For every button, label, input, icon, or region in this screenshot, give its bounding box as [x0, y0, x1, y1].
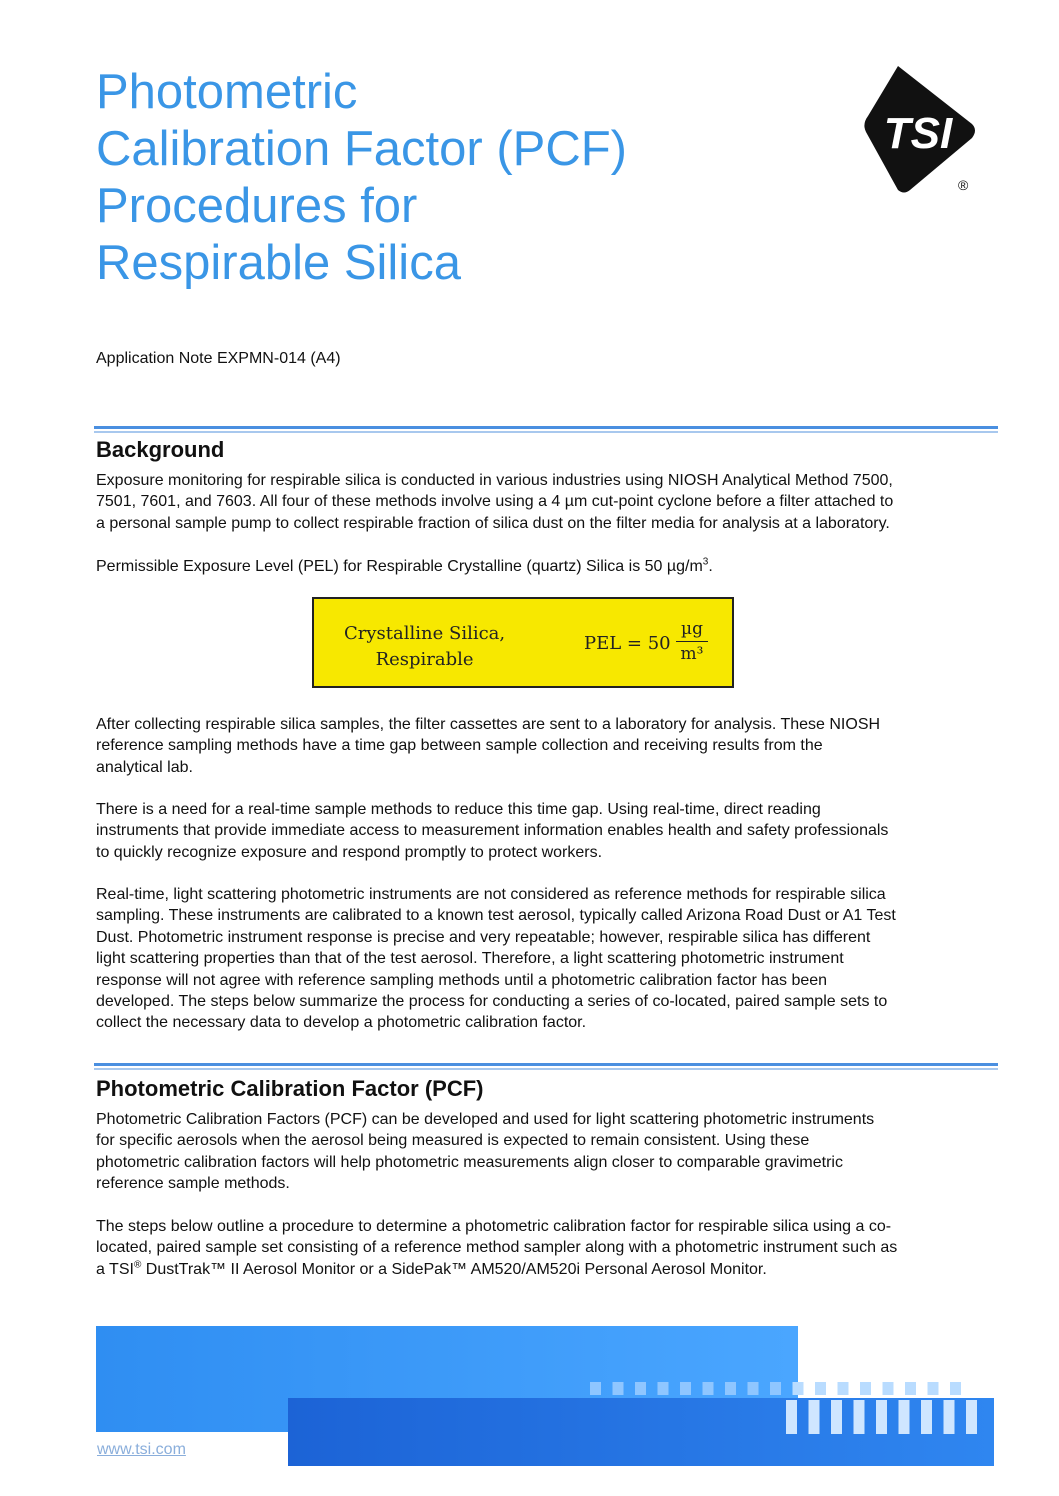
- pattern-square: [748, 1382, 759, 1395]
- text-line: a personal sample pump to collect respirable fraction of silica dust on the filter media for analysis at a laboratory.: [96, 514, 890, 532]
- text-line: Dust. Photometric instrument response is precise and very repeatable; however, respirable silica has different: [96, 928, 871, 946]
- section-divider-background: [94, 426, 998, 434]
- section-divider-pcf: [94, 1063, 998, 1071]
- pattern-square: [613, 1382, 624, 1395]
- pattern-bar: [876, 1400, 887, 1434]
- footer-banner-graphic: [96, 1326, 994, 1466]
- pel-label: [344, 621, 505, 673]
- pattern-bar: [921, 1400, 932, 1434]
- text-line: After collecting respirable silica samples, the filter cassettes are sent to a laboratory for analysis. These NIOSH: [96, 716, 881, 733]
- pattern-square: [658, 1382, 669, 1395]
- text-line: instruments that provide immediate access to measurement information enables health and safety professionals: [96, 822, 889, 840]
- text-line: located, paired sample set consisting of a reference method sampler along with a photometric instrument such as: [96, 1239, 898, 1257]
- pattern-bar: [854, 1400, 865, 1434]
- pattern-square: [680, 1382, 691, 1395]
- heading-pcf: Photometric Calibration Factor (PCF): [96, 1076, 484, 1101]
- text-line: analytical lab.: [96, 758, 193, 776]
- background-paragraph-1: [96, 470, 996, 534]
- pattern-square: [860, 1382, 871, 1395]
- pattern-bar: [899, 1400, 910, 1434]
- text-line: 7501, 7601, and 7603. All four of these methods involve using a 4 µm cut-point cyclone before a filter attached to: [96, 493, 894, 511]
- text-line: for specific aerosols when the aerosol being measured is expected to remain consistent. Using these: [96, 1132, 810, 1150]
- title-line-4: Respirable Silica: [96, 236, 461, 290]
- pattern-bar: [786, 1400, 797, 1434]
- pattern-square: [950, 1382, 961, 1395]
- background-paragraph-3: [96, 714, 996, 778]
- background-paragraph-4: [96, 799, 996, 863]
- text-fragment: a TSI: [96, 1260, 134, 1278]
- text-line: response will not agree with reference sampling methods until a photometric calibration factor has been: [96, 971, 828, 989]
- superscript-3: 3: [702, 556, 709, 568]
- text-line: Photometric Calibration Factors (PCF) can be developed and used for light scattering photometric instruments: [96, 1111, 875, 1128]
- pattern-bar: [944, 1400, 955, 1434]
- pattern-bar: [966, 1400, 977, 1434]
- text-line: [96, 1259, 996, 1280]
- pel-statement-text: Permissible Exposure Level (PEL) for Respirable Crystalline (quartz) Silica is 50 µg/m: [96, 558, 703, 575]
- pattern-square: [770, 1382, 781, 1395]
- pcf-paragraph-1: [96, 1109, 996, 1195]
- text-line: photometric calibration factors will help photometric measurements align closer to comparable gravimetric: [96, 1153, 843, 1171]
- text-line: developed. The steps below summarize the process for conducting a series of co-located, paired sample sets to: [96, 993, 888, 1011]
- pattern-square: [905, 1382, 916, 1395]
- registered-superscript: ®: [133, 1259, 142, 1271]
- heading-background: Background: [96, 437, 225, 462]
- pcf-paragraph-2: [96, 1216, 996, 1280]
- unit-denominator: m³: [680, 644, 704, 664]
- text-line: reference sample methods.: [96, 1175, 290, 1193]
- text-line: The steps below outline a procedure to determine a photometric calibration factor for respirable silica using a co-: [96, 1218, 892, 1235]
- text-line: Real-time, light scattering photometric instruments are not considered as reference methods for respirable silica: [96, 886, 886, 903]
- text-line: There is a need for a real-time sample methods to reduce this time gap. Using real-time, direct reading: [96, 801, 821, 818]
- pattern-square: [635, 1382, 646, 1395]
- application-note-id: Application Note EXPMN-014 (A4): [96, 350, 341, 367]
- registered-mark: ®: [958, 177, 969, 193]
- text-line: Exposure monitoring for respirable silica is conducted in various industries using NIOSH Analytical Method 7500,: [96, 472, 893, 489]
- pel-label-line: Respirable: [375, 649, 474, 670]
- pattern-bar: [809, 1400, 820, 1434]
- website-link[interactable]: www.tsi.com: [97, 1441, 186, 1458]
- pattern-bar: [831, 1400, 842, 1434]
- text-line: sampling. These instruments are calibrated to a known test aerosol, typically called Arizona Road Dust or A1 Test: [96, 907, 896, 925]
- pel-label-line: Crystalline Silica,: [344, 623, 506, 644]
- pattern-square: [703, 1382, 714, 1395]
- pattern-square: [883, 1382, 894, 1395]
- pel-statement-end: .: [708, 558, 713, 575]
- text-line: light scattering properties than that of the test aerosol. Therefore, a light scattering photometric instrument: [96, 950, 844, 968]
- text-line: reference sampling methods have a time gap between sample collection and receiving results from the: [96, 737, 823, 755]
- title-line-2: Calibration Factor (PCF): [96, 122, 627, 176]
- text-line: collect the necessary data to develop a photometric calibration factor.: [96, 1014, 587, 1032]
- pattern-square: [815, 1382, 826, 1395]
- logo-text: TSI: [883, 109, 953, 158]
- title-line-1: Photometric: [96, 65, 358, 119]
- title-line-3: Procedures for: [96, 179, 418, 233]
- tsi-logo: [860, 62, 980, 196]
- pel-highlight-box: [312, 597, 734, 688]
- pattern-square: [590, 1382, 601, 1395]
- text-fragment: DustTrak™ II Aerosol Monitor or a SidePak™ AM520/AM520i Personal Aerosol Monitor.: [141, 1260, 767, 1278]
- footer-band-dark: [288, 1398, 994, 1466]
- background-paragraph-5: [96, 884, 996, 1034]
- pel-unit-fraction: [676, 617, 708, 666]
- pattern-square: [838, 1382, 849, 1395]
- pel-equation: PEL = 50: [584, 633, 671, 654]
- document-title: [96, 64, 796, 292]
- pattern-square: [725, 1382, 736, 1395]
- pattern-square: [928, 1382, 939, 1395]
- pattern-square: [793, 1382, 804, 1395]
- pel-statement: [96, 556, 996, 577]
- text-line: to quickly recognize exposure and respond promptly to protect workers.: [96, 843, 603, 861]
- unit-numerator: µg: [676, 617, 708, 642]
